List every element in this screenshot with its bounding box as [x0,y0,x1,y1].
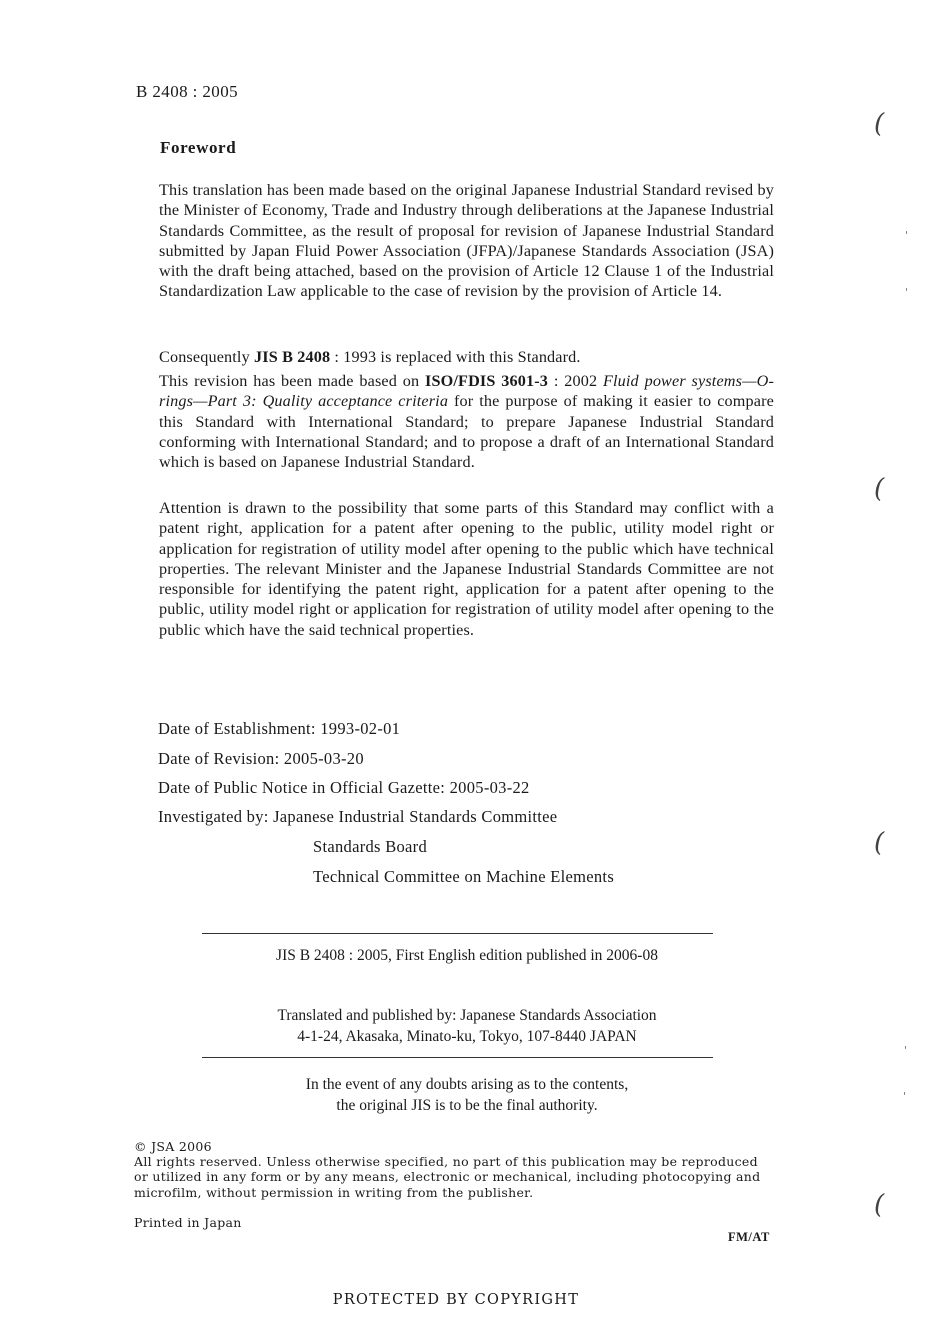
production-code: FM/AT [728,1230,770,1244]
edition-note: JIS B 2408 : 2005, First English edition published in 2006-08 [276,947,658,964]
scan-mark-bracket: ( [874,1190,885,1220]
investigated-by [158,807,557,827]
p2-text-post: : 1993 is replaced with this Standard. [330,348,581,366]
copyright-block [134,1139,776,1200]
publisher-block [160,1006,774,1047]
publisher-line-2: 4-1-24, Akasaka, Minato-ku, Tokyo, 107-8440 JAPAN [297,1027,637,1045]
authority-line-1: In the event of any doubts arising as to the contents, [305,1076,629,1093]
copyright-line: © JSA 2006 [134,1139,212,1154]
foreword-paragraph-4: Attention is drawn to the possibility that some parts of this Standard may conflict with a patent right, application for a patent after opening to the public, utility model right or application for registration of utility model after opening to the public which have technical properties. The relevant Minister and the Japanese Industrial Standards Committee are not responsible for identifying the patent right, application for a patent after opening to the public, utility model right or application for registration of utility model after opening to the public which have the said technical properties. [159,499,774,639]
foreword-paragraph-2 [159,347,774,367]
p3-iso-title: Fluid power systems—O-rings—Part 3: Quality acceptance criteria [159,372,774,411]
date-public-notice: Date of Public Notice in Official Gazette: 2005-03-22 [158,778,530,797]
scan-mark-tick: ' [903,1090,907,1103]
foreword-paragraph-3 [159,371,774,472]
date-revision: Date of Revision: 2005-03-20 [158,749,364,768]
publisher-line-1: Translated and published by: Japanese Standards Association [277,1007,657,1024]
foreword-paragraph-1: This translation has been made based on the original Japanese Industrial Standard revised by the Minister of Economy, Trade and Industry through deliberations at the Japanese Industrial Standards Committee, as the result of proposal for revision of Japanese Industrial Standard submitted by Japan Fluid Power Association (JFPA)/Japanese Standards Association (JSA) with the draft being attached, based on the provision of Article 12 Clause 1 of the Industrial Standardization Law applicable to the case of revision by the provision of Article 14. [159,181,774,301]
p3-text-pre: This revision has been made based on [159,372,426,390]
investigated-label: Investigated by: [158,807,274,826]
scan-mark-tick: ' [905,229,909,242]
scan-mark-bracket: ( [874,474,885,504]
rights-reserved-text: All rights reserved. Unless otherwise specified, no part of this publication may be reproduced or utilized in any form or by any means, electronic or mechanical, including photocopying and microfilm, without permission in writing from the publisher. [134,1154,761,1200]
p3-text-post: for the purpose of making it easier to compare this Standard with International Standard; to prepare Japanese Industrial Standard conforming with International Standard; and to propose a draft of an International Standard which is based on Japanese Industrial Standard. [159,392,774,472]
p3-text-mid: : 2002 [548,372,603,390]
date-establishment: Date of Establishment: 1993-02-01 [158,719,401,738]
protected-footer: PROTECTED BY COPYRIGHT [332,1292,580,1308]
printed-in: Printed in Japan [134,1215,242,1230]
authority-note [160,1075,774,1116]
scan-mark-bracket: ( [874,828,885,858]
document-code: B 2408 : 2005 [136,82,239,101]
scan-mark-bracket: ( [874,109,885,139]
investigated-technical-committee: Technical Committee on Machine Elements [313,867,615,886]
investigated-committee: Japanese Industrial Standards Committee [273,807,558,826]
divider-bottom [202,1057,713,1058]
p2-text-pre: Consequently [159,348,255,366]
investigated-board: Standards Board [313,837,428,856]
divider-top [202,933,713,934]
p3-iso-ref: ISO/FDIS 3601-3 [425,372,549,390]
scan-mark-tick: ' [905,286,909,299]
scan-mark-tick: ' [904,1044,908,1057]
p2-standard-ref: JIS B 2408 [254,348,331,366]
foreword-title: Foreword [160,138,237,157]
authority-line-2: the original JIS is to be the final authority. [336,1096,598,1114]
